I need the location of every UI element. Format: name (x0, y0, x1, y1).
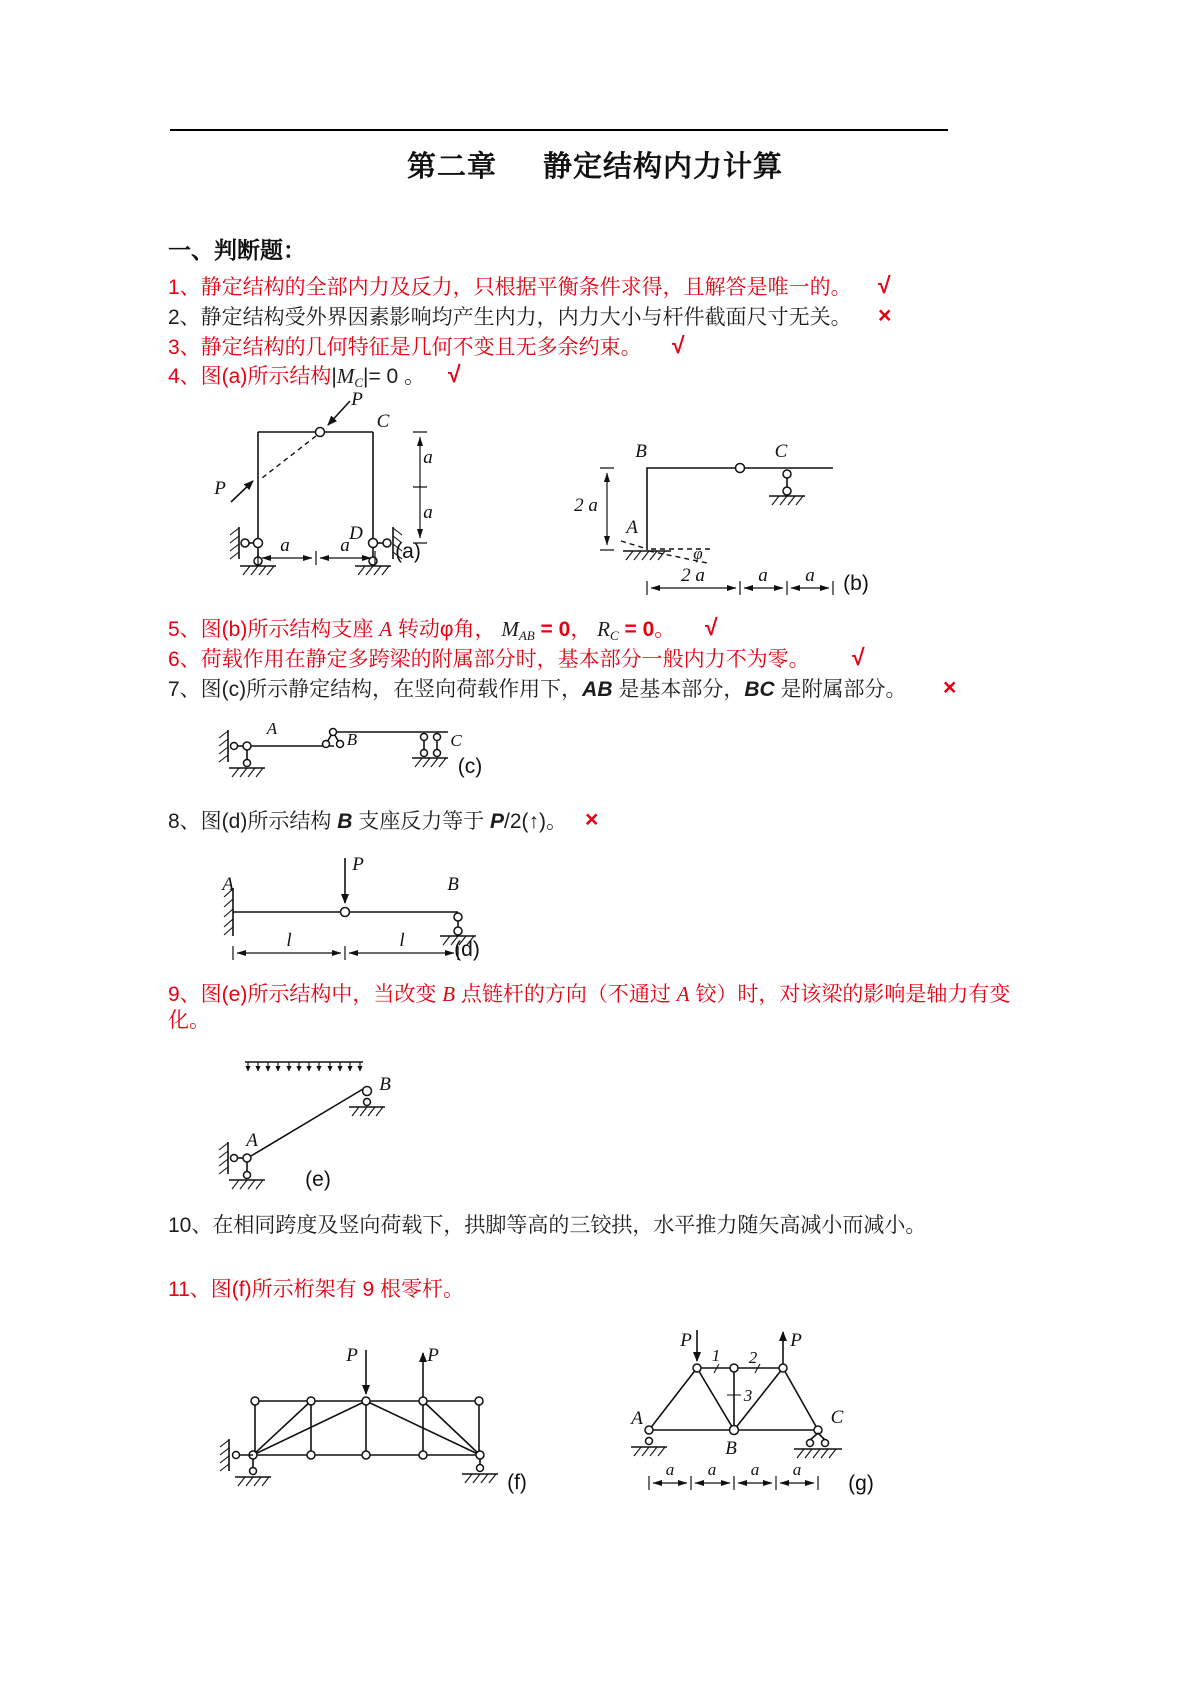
label-b-dim-a2: a (805, 565, 815, 586)
label-b-A: A (626, 517, 638, 538)
diagram-d-beam (224, 858, 476, 960)
label-d-dim-l-left: l (286, 930, 292, 951)
label-a-dim-a-upper: a (423, 447, 433, 468)
caption-figure-c: (c) (457, 755, 483, 778)
question-10-text: 10、在相同跨度及竖向荷载下，拱脚等高的三铰拱，水平推力随矢高减小而减小。 (168, 1214, 927, 1237)
question-4-answer-mark: √ (448, 361, 461, 387)
question-8-answer-mark: × (585, 806, 599, 832)
label-c-B: B (346, 730, 358, 749)
question-4-text: 4、图(a)所示结构 (168, 365, 332, 388)
question-8-text: 8、图(d)所示结构 (168, 810, 338, 833)
question-4-text: |= 0 。 (363, 365, 426, 388)
question-4-text: M (336, 364, 355, 388)
label-g-member-2: 2 (748, 1348, 758, 1367)
question-8-text: P (490, 810, 505, 833)
question-7-text: 是基本部分， (612, 678, 745, 701)
label-e-A: A (246, 1130, 258, 1151)
question-8-text: B (337, 810, 353, 833)
label-g-P-up: P (790, 1330, 802, 1351)
label-g-P-down: P (680, 1330, 692, 1351)
diagram-g-truss (631, 1330, 842, 1490)
label-a-P-left: P (214, 478, 226, 499)
question-9-line-1-text: B (442, 982, 456, 1006)
question-6-text: 6、荷载作用在静定多跨梁的附属部分时，基本部分一般内力不为零。 (168, 648, 810, 671)
label-d-A: A (222, 874, 234, 895)
diagram-a-frame (230, 401, 427, 575)
question-4-text: | (331, 365, 337, 388)
label-d-P: P (352, 854, 364, 875)
label-a-P-top: P (351, 389, 363, 410)
question-3-text: 3、静定结构的几何特征是几何不变且无多余约束。 (168, 336, 642, 359)
label-a-C: C (376, 411, 390, 432)
question-9-line-1-text: A (676, 982, 690, 1006)
question-9-line-1-text: 9、图(e)所示结构中，当改变 (168, 983, 443, 1006)
question-5-text: C (610, 628, 619, 643)
question-5-text: = 0 (618, 618, 655, 641)
diagram-c-beam (219, 729, 448, 778)
label-a-dim-a-left: a (280, 535, 290, 556)
label-g-member-1: 1 (711, 1346, 721, 1365)
label-d-B: B (447, 874, 459, 895)
question-9-line-1-text: 铰）时，对该梁的影响是轴力有变 (689, 983, 1011, 1006)
question-7-text: BC (744, 678, 775, 701)
question-7-text: 是附属部分。 (774, 678, 907, 701)
label-b-dim-2a-vert: 2 a (574, 495, 598, 516)
diagram-b-frame (600, 464, 833, 596)
label-g-dim-a4: a (792, 1460, 802, 1479)
question-5-text: ， (570, 618, 598, 641)
label-g-A: A (631, 1408, 643, 1429)
question-7-answer-mark: × (943, 674, 957, 700)
label-b-phi: φ (693, 544, 703, 563)
label-b-dim-a1: a (758, 565, 768, 586)
label-a-dim-a-lower: a (423, 502, 433, 523)
label-g-dim-a1: a (665, 1460, 675, 1479)
label-g-B: B (725, 1438, 737, 1459)
question-6-answer-mark: √ (852, 644, 865, 670)
question-5-text: A (379, 617, 393, 641)
label-d-dim-l-right: l (399, 930, 405, 951)
question-5-text: = 0 (534, 618, 571, 641)
chapter-number: 第二章 (406, 151, 497, 183)
label-b-dim-2a: 2 a (681, 565, 705, 586)
question-1-answer-mark: √ (878, 272, 891, 298)
diagram-e-structure (219, 1062, 385, 1189)
label-f-P-down: P (346, 1345, 358, 1366)
question-5-text: R (597, 617, 610, 641)
label-b-C: C (774, 441, 788, 462)
question-8-text: 支座反力等于 (352, 810, 491, 833)
label-g-C: C (830, 1407, 844, 1428)
question-5-text: M (501, 617, 519, 641)
chapter-name: 静定结构内力计算 (543, 151, 784, 183)
label-b-B: B (635, 441, 647, 462)
label-a-dim-a-right: a (340, 535, 350, 556)
question-9-line-2-text: 化。 (168, 1009, 210, 1032)
caption-figure-f: (f) (507, 1471, 527, 1494)
caption-figure-b: (b) (843, 572, 869, 595)
question-2-answer-mark: × (878, 302, 892, 328)
label-c-C: C (450, 731, 462, 750)
question-5-answer-mark: √ (705, 614, 718, 640)
question-3-answer-mark: √ (672, 332, 685, 358)
section-header: 一、判断题： (168, 237, 306, 263)
question-11-text: 11、图(f)所示桁架有 9 根零杆。 (168, 1278, 464, 1301)
label-f-P-up: P (427, 1345, 439, 1366)
caption-figure-g: (g) (848, 1472, 874, 1495)
question-1-text: 1、静定结构的全部内力及反力，只根据平衡条件求得，且解答是唯一的。 (168, 276, 852, 299)
question-7-text: 7、图(c)所示静定结构，在竖向荷载作用下， (168, 678, 583, 701)
question-5-text: 。 (654, 618, 676, 641)
caption-figure-d: (d) (454, 938, 480, 961)
label-g-dim-a3: a (750, 1460, 760, 1479)
label-g-dim-a2: a (707, 1460, 717, 1479)
label-e-B: B (379, 1074, 391, 1095)
question-2-text: 2、静定结构受外界因素影响均产生内力，内力大小与杆件截面尺寸无关。 (168, 306, 852, 329)
question-5-text: 转动φ角， (392, 618, 502, 641)
diagram-f-truss (220, 1350, 498, 1486)
question-4-text: C (354, 375, 363, 390)
question-8-text: /2(↑)。 (504, 810, 568, 833)
caption-figure-e: (e) (305, 1168, 331, 1191)
label-a-D: D (349, 523, 363, 544)
question-5-text: 5、图(b)所示结构支座 (168, 618, 380, 641)
label-g-member-3: 3 (743, 1386, 753, 1405)
question-7-text: AB (582, 678, 613, 701)
question-9-line-1-text: 点链杆的方向（不通过 (455, 983, 677, 1006)
question-5-text: AB (518, 628, 535, 643)
label-c-A: A (266, 719, 278, 738)
caption-figure-a: (a) (395, 540, 421, 563)
